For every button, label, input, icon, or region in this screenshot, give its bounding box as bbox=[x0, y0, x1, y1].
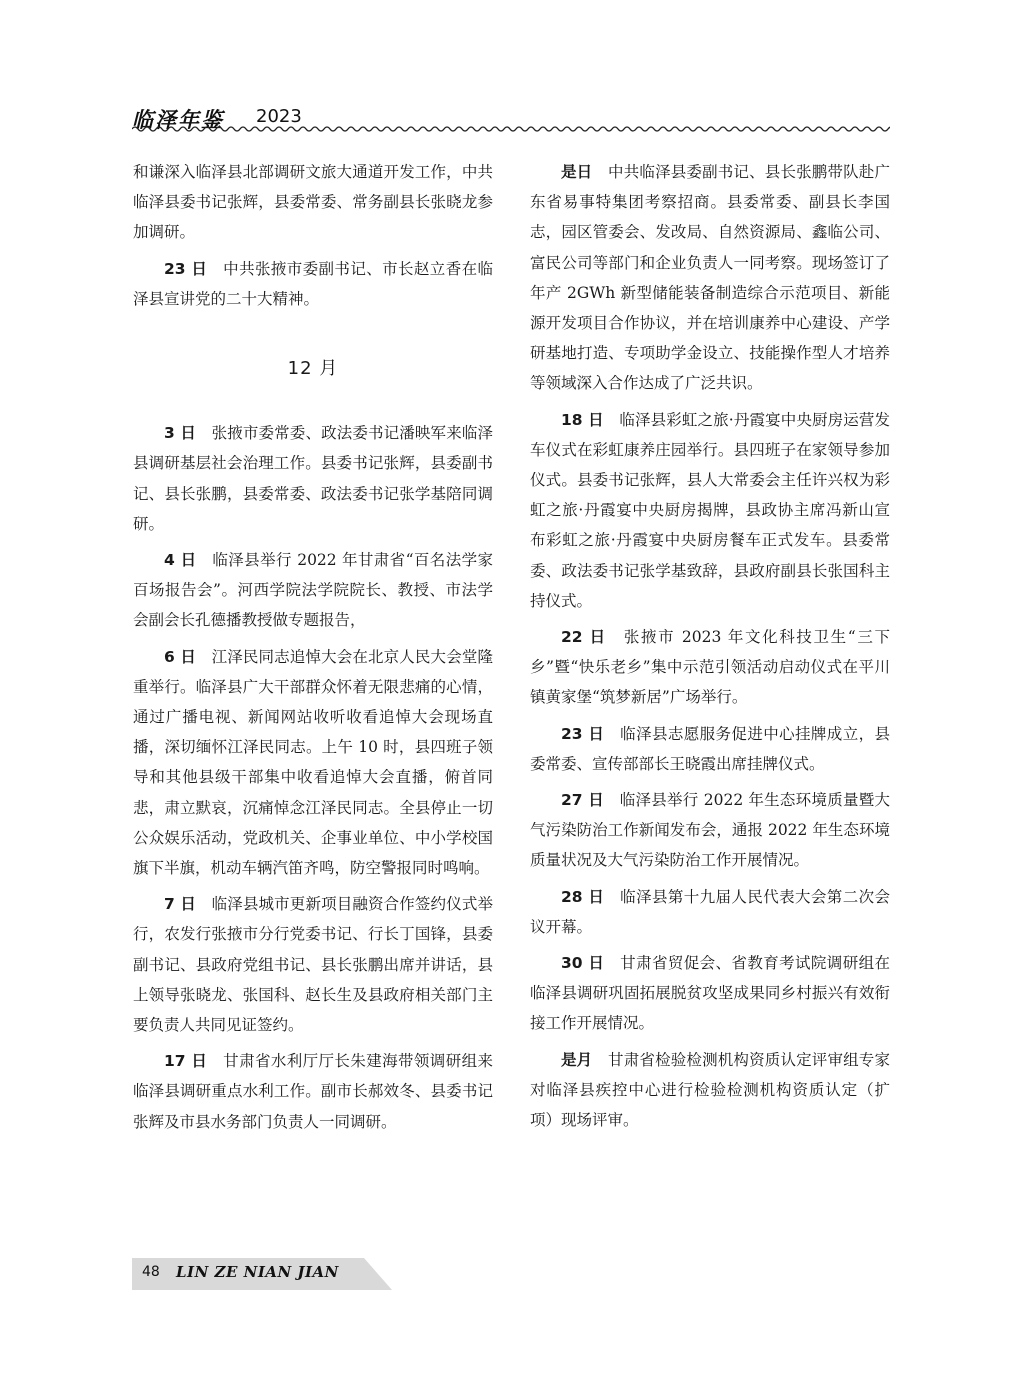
yearbook-year: 2023 bbox=[256, 106, 302, 127]
entry-date: 7 日 bbox=[164, 895, 196, 914]
entry-paragraph: 22 日 张掖市 2023 年文化科技卫生“三下乡”暨“快乐老乡”集中示范引领活动启动仪式在平川镇黄家堡“筑梦新居”广场举行。 bbox=[530, 628, 890, 707]
entry-paragraph: 27 日 临泽县举行 2022 年生态环境质量暨大气污染防治工作新闻发布会，通报 2022 年生态环境质量状况及大气污染防治工作开展情况。 bbox=[530, 791, 890, 870]
entry-paragraph: 4 日 临泽县举行 2022 年甘肃省“百名法学家百场报告会”。河西学院法学院院长、教授、市法学会副会长孔德播教授做专题报告， bbox=[133, 551, 493, 630]
page-number: 48 bbox=[142, 1264, 160, 1280]
entry-paragraph: 3 日 张掖市委常委、政法委书记潘映军来临泽县调研基层社会治理工作。县委书记张辉，县委副书记、县长张鹏，县委常委、政法委书记张学基陪同调研。 bbox=[133, 424, 493, 533]
entry-paragraph: 17 日 甘肃省水利厅厅长朱建海带领调研组来临泽县调研重点水利工作。副市长郝效冬、县委书记张辉及市县水务部门负责人一同调研。 bbox=[133, 1052, 493, 1131]
entry-date: 27 日 bbox=[561, 791, 604, 810]
entry-date: 是日 bbox=[561, 163, 593, 181]
month-heading: 12 月 bbox=[287, 358, 339, 380]
entry-date: 4 日 bbox=[164, 551, 197, 570]
entry-paragraph: 7 日 临泽县城市更新项目融资合作签约仪式举行，农发行张掖市分行党委书记、行长丁国锋，县委副书记、县政府党组书记、县长张鹏出席并讲话，县上领导张晓龙、张国科、赵长生及县政府相关部门主要负责人共同见证签约。 bbox=[133, 895, 493, 1035]
entry-date: 23 日 bbox=[561, 724, 605, 743]
entry-paragraph: 23 日 中共张掖市委副书记、市长赵立香在临泽县宣讲党的二十大精神。 bbox=[133, 259, 493, 308]
header-wave-rule bbox=[132, 124, 890, 134]
entry-paragraph: 28 日 临泽县第十九届人民代表大会第二次会议开幕。 bbox=[530, 887, 890, 936]
entry-date: 18 日 bbox=[561, 410, 604, 429]
entry-date: 28 日 bbox=[561, 887, 605, 906]
entry-date: 3 日 bbox=[164, 424, 196, 443]
entry-paragraph: 是日 中共临泽县委副书记、县长张鹏带队赴广东省易事特集团考察招商。县委常委、副县长李国志，园区管委会、发改局、自然资源局、鑫临公司、富民公司等部门和企业负责人一同考察。现场签订了年产 2GWh 新型储能装备制造综合示范项目、新能源开发项目合作协议，并在培训康养中心建设、产学研基地打造、专项助学金设立、技能操作型人才培养等领域深入合作达成了广泛共识。 bbox=[530, 163, 890, 393]
left-column bbox=[133, 157, 493, 1143]
entry-paragraph: 30 日 甘肃省贸促会、省教育考试院调研组在临泽县调研巩固拓展脱贫攻坚成果同乡村振兴有效衔接工作开展情况。 bbox=[530, 954, 890, 1033]
yearbook-title: 临泽年鉴 bbox=[132, 108, 224, 132]
entry-date: 17 日 bbox=[164, 1052, 208, 1071]
entry-date: 是月 bbox=[561, 1050, 593, 1069]
footer-brand: LIN ZE NIAN JIAN bbox=[176, 1263, 339, 1281]
paragraph-continued: 和谦深入临泽县北部调研文旅大通道开发工作，中共临泽县委书记张辉，县委常委、常务副县长张晓龙参加调研。 bbox=[133, 163, 493, 242]
entry-date: 30 日 bbox=[561, 954, 605, 973]
entry-paragraph: 18 日 临泽县彩虹之旅·丹霞宴中央厨房运营发车仪式在彩虹康养庄园举行。县四班子在家领导参加仪式。县委书记张辉，县人大常委会主任许兴权为彩虹之旅·丹霞宴中央厨房揭牌，县政协主席冯新山宣布彩虹之旅·丹霞宴中央厨房餐车正式发车。县委常委、政法委书记张学基致辞，县政府副县长张国科主持仪式。 bbox=[530, 410, 890, 610]
entry-paragraph: 是月 甘肃省检验检测机构资质认定评审组专家对临泽县疾控中心进行检验检测机构资质认定（扩项）现场评审。 bbox=[530, 1050, 890, 1130]
entry-paragraph: 23 日 临泽县志愿服务促进中心挂牌成立，县委常委、宣传部部长王晓霞出席挂牌仪式。 bbox=[530, 724, 890, 773]
entry-date: 23 日 bbox=[164, 259, 208, 278]
right-column bbox=[530, 157, 890, 1141]
entry-date: 6 日 bbox=[164, 647, 196, 666]
entry-date: 22 日 bbox=[561, 628, 607, 647]
entry-paragraph: 6 日 江泽民同志追悼大会在北京人民大会堂隆重举行。临泽县广大干部群众怀着无限悲痛的心情，通过广播电视、新闻网站收听收看追悼大会现场直播，深切缅怀江泽民同志。上午 10 时，县四班子领导和其他县级干部集中收看追悼大会直播，俯首同悲，肃立默哀，沉痛悼念江泽民同志。全县停止一切公众娱乐活动，党政机关、企事业单位、中小学校国旗下半旗，机动车辆汽笛齐鸣，防空警报同时鸣响。 bbox=[133, 647, 493, 878]
running-header bbox=[132, 100, 890, 140]
running-footer bbox=[132, 1258, 392, 1290]
